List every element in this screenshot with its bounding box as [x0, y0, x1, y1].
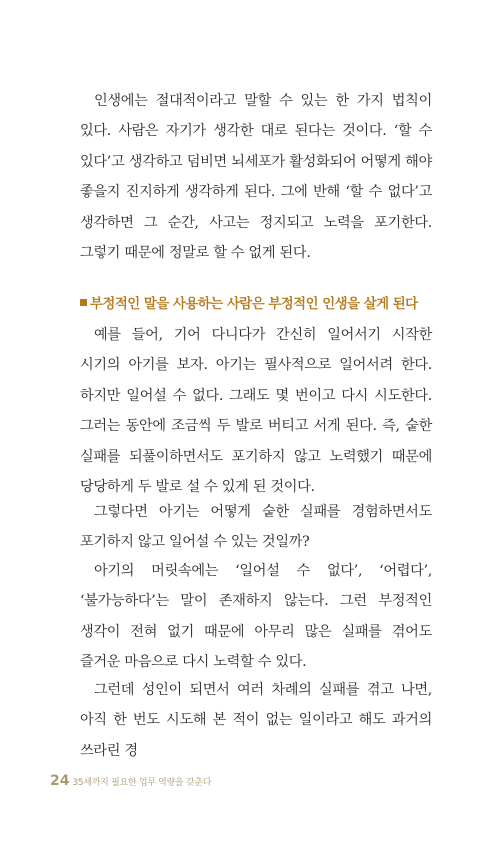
body-paragraph-2: 예를 들어, 기어 다니다가 간신히 일어서기 시작한 시기의 아기를 보자. 아기는 필사적으로 일어서려 한다. 하지만 일어설 수 없다. 그래도 몇 번이고 다시 시도한다. 그러는 동안에 조금씩 두 발로 버티고 서게 된다. 즉, 숱한 실패를 되풀이하면서도 포기하지 않고 노력했기 때문에 당당하게 두 발로 설 수 있게 된 것이다.: [80, 327, 432, 496]
body-paragraph-4: 아기의 머릿속에는 ‘일어설 수 없다’, ‘어렵다’, ‘불가능하다’는 말이 존재하지 않는다. 그런 부정적인 생각이 전혀 없기 때문에 아무리 많은 실패를 겪어도 즐거운 마음으로 다시 노력할 수 있다.: [80, 563, 432, 671]
body-paragraph-1: 인생에는 절대적이라고 말할 수 있는 한 가지 법칙이 있다. 사람은 자기가 생각한 대로 된다는 것이다. ‘할 수 있다’고 생각하고 덤비면 뇌세포가 활성화되어 어떻게 해야 좋을지 진지하게 생각하게 된다. 그에 반해 ‘할 수 없다’고 생각하면 그 순간, 사고는 정지되고 노력을 포기한다. 그렇기 때문에 정말로 할 수 없게 된다.: [80, 93, 432, 262]
page-footer: [50, 773, 211, 789]
running-title: 35세까지 필요한 업무 역량을 갖춘다: [72, 778, 212, 788]
body-paragraph-5: 그런데 성인이 되면서 여러 차례의 실패를 겪고 나면, 아직 한 번도 시도해 본 적이 없는 일이라고 해도 과거의 쓰라린 경: [80, 682, 432, 759]
body-paragraph-3: 그렇다면 아기는 어떻게 숱한 실패를 경험하면서도 포기하지 않고 일어설 수 있는 것일까?: [80, 504, 432, 551]
page-number: 24: [50, 773, 70, 789]
section-heading: [80, 293, 440, 312]
square-bullet-icon: [80, 299, 87, 306]
section-heading-text: 부정적인 말을 사용하는 사람은 부정적인 인생을 살게 된다: [90, 297, 418, 312]
